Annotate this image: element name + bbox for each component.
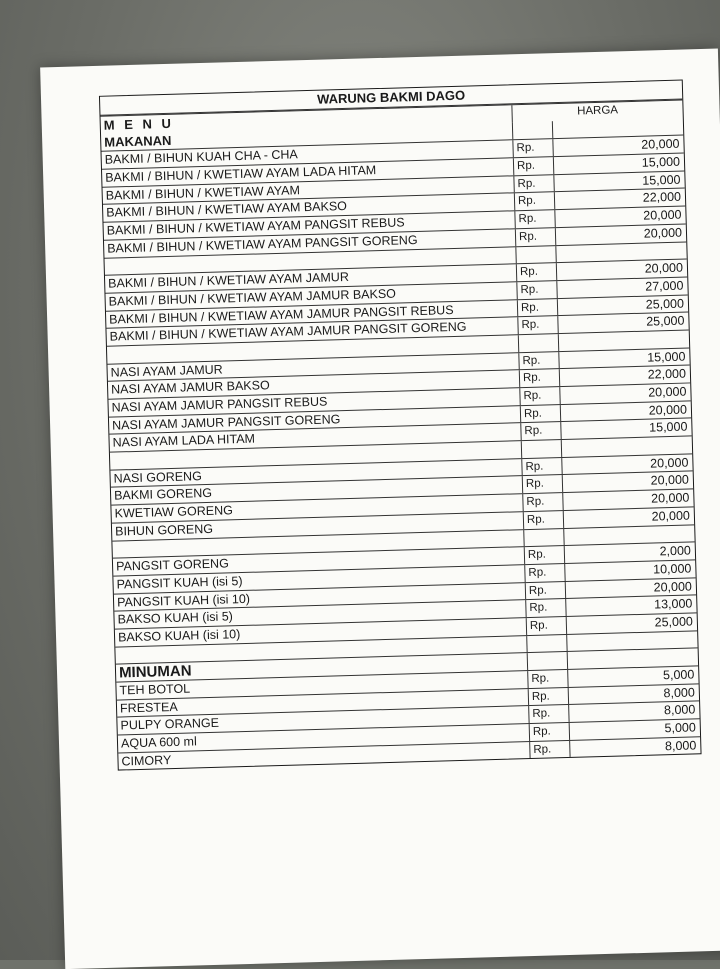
item-name: BAKSO KUAH (isi 5)	[114, 600, 526, 628]
currency-label: Rp.	[516, 228, 556, 246]
item-name: BAKMI / BIHUN / KWETIAW AYAM PANGSIT REBUS	[103, 211, 515, 239]
menu-column-label: M E N U	[101, 105, 513, 133]
item-name: TEH BOTOL	[116, 671, 528, 699]
currency-label: Rp.	[514, 157, 554, 175]
item-name: BIHUN GORENG	[112, 512, 524, 540]
item-name: CIMORY	[118, 742, 530, 770]
item-name: BAKMI / BIHUN / KWETIAW AYAM	[103, 176, 515, 204]
currency-label: Rp.	[525, 564, 565, 582]
currency-label: Rp.	[530, 741, 570, 759]
item-name: BAKSO KUAH (isi 10)	[115, 618, 527, 646]
currency-label: Rp.	[519, 352, 559, 370]
item-name: NASI GORENG	[110, 459, 522, 487]
currency-label: Rp.	[517, 281, 557, 299]
item-price: 20,000	[648, 384, 687, 400]
item-name: BAKMI / BIHUN KUAH CHA - CHA	[102, 141, 514, 169]
item-name: BAKMI / BIHUN / KWETIAW AYAM JAMUR BAKSO	[105, 282, 517, 310]
item-name: NASI AYAM JAMUR PANGSIT GORENG	[109, 406, 521, 434]
currency-label: Rp.	[515, 210, 555, 228]
item-name: NASI AYAM JAMUR	[107, 353, 519, 381]
currency-label: Rp.	[526, 599, 566, 617]
item-name: PANGSIT KUAH (isi 10)	[114, 583, 526, 611]
item-name: PULPY ORANGE	[117, 706, 529, 734]
empty-cell	[524, 529, 564, 547]
currency-label: Rp.	[517, 263, 557, 281]
item-price: 25,000	[646, 313, 685, 329]
currency-label: Rp.	[515, 193, 555, 211]
item-name: NASI AYAM JAMUR BAKSO	[108, 371, 520, 399]
section-title: MINUMAN	[116, 653, 528, 681]
currency-label: Rp.	[529, 688, 569, 706]
item-name: KWETIAW GORENG	[111, 494, 523, 522]
currency-label: Rp.	[529, 705, 569, 723]
item-price: 22,000	[642, 190, 682, 206]
menu-sheet	[40, 49, 720, 969]
currency-label: Rp.	[523, 475, 563, 493]
item-price: 20,000	[651, 508, 691, 524]
empty-cell	[522, 440, 562, 458]
empty-cell	[519, 334, 559, 352]
item-price: 20,000	[650, 490, 690, 506]
currency-label: Rp.	[527, 617, 567, 635]
currency-label: Rp.	[528, 670, 568, 688]
item-name: BAKMI / BIHUN / KWETIAW AYAM BAKSO	[103, 194, 515, 222]
item-price: 25,000	[645, 296, 685, 312]
item-name: FRESTEA	[117, 689, 529, 717]
item-name: PANGSIT GORENG	[113, 547, 525, 575]
item-name: BAKMI / BIHUN / KWETIAW AYAM PANGSIT GORENG	[104, 229, 516, 257]
currency-label: Rp.	[526, 582, 566, 600]
item-name: BAKMI / BIHUN / KWETIAW AYAM JAMUR PANGSIT GORENG	[106, 317, 518, 345]
item-price: 27,000	[645, 278, 684, 294]
menu-title: WARUNG BAKMI DAGO	[100, 81, 682, 116]
empty-cell	[516, 246, 556, 264]
currency-label: Rp.	[521, 422, 561, 440]
item-price: 15,000	[641, 154, 681, 170]
item-price: 25,000	[654, 614, 694, 630]
item-price: 20,000	[643, 225, 683, 241]
currency-label: Rp.	[521, 405, 561, 423]
item-price: 8,000	[663, 685, 696, 700]
item-price: 8,000	[663, 702, 696, 718]
empty-cell	[553, 117, 683, 138]
item-price: 13,000	[653, 596, 693, 612]
menu-rows	[101, 117, 701, 770]
price-column-label: HARGA	[576, 104, 619, 118]
item-price: 15,000	[647, 349, 686, 365]
currency-label: Rp.	[513, 140, 553, 158]
menu-table	[99, 80, 702, 771]
currency-label: Rp.	[524, 511, 564, 529]
currency-label: Rp.	[525, 546, 565, 564]
item-price: 8,000	[664, 738, 697, 754]
currency-label: Rp.	[530, 723, 570, 741]
item-price: 5,000	[664, 720, 697, 736]
item-price: 20,000	[644, 260, 684, 276]
item-price: 20,000	[650, 472, 690, 489]
item-name: AQUA 600 ml	[118, 724, 530, 752]
item-price: 15,000	[642, 172, 681, 188]
currency-label: Rp.	[520, 369, 560, 387]
item-name: PANGSIT KUAH (isi 5)	[113, 565, 525, 593]
empty-cell	[513, 121, 553, 140]
item-name: NASI AYAM LADA HITAM	[109, 424, 521, 452]
item-price: 20,000	[649, 455, 689, 471]
currency-label: Rp.	[514, 175, 554, 193]
item-name: NASI AYAM JAMUR PANGSIT REBUS	[108, 388, 520, 416]
item-name: BAKMI / BIHUN / KWETIAW AYAM LADA HITAM	[102, 158, 514, 186]
currency-label: Rp.	[522, 458, 562, 476]
currency-label: Rp.	[523, 493, 563, 511]
item-price: 20,000	[643, 207, 682, 223]
item-price: 20,000	[648, 402, 688, 418]
item-price: 15,000	[649, 419, 688, 435]
empty-cell	[528, 652, 568, 670]
currency-label: Rp.	[518, 316, 558, 334]
item-price: 20,000	[641, 137, 680, 153]
item-price: 22,000	[647, 366, 687, 382]
section-title: MAKANAN	[101, 122, 513, 151]
item-name: BAKMI / BIHUN / KWETIAW AYAM JAMUR PANGSIT REBUS	[106, 300, 518, 328]
item-name: BAKMI / BIHUN / KWETIAW AYAM JAMUR	[105, 264, 517, 292]
item-price: 2,000	[659, 543, 692, 559]
currency-label: Rp.	[520, 387, 560, 405]
empty-cell	[527, 635, 567, 653]
item-price: 5,000	[662, 667, 695, 683]
item-name: BAKMI GORENG	[111, 477, 523, 505]
item-price: 10,000	[652, 561, 692, 577]
currency-label: Rp.	[518, 299, 558, 317]
item-price: 20,000	[653, 579, 693, 595]
